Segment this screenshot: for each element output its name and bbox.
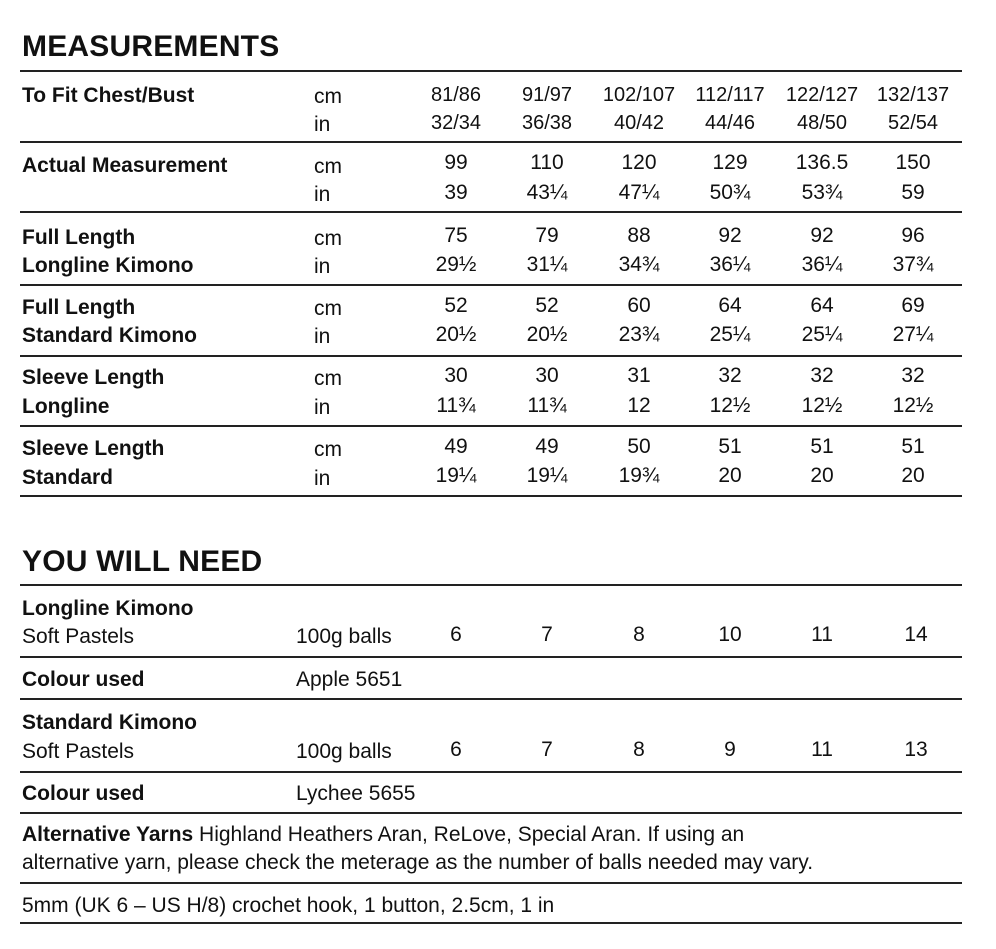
value-cell: 23¾	[618, 323, 660, 346]
balls-cell: 11	[811, 738, 833, 761]
value-cell: 50¾	[709, 181, 751, 204]
value-cell: 44/46	[704, 112, 756, 134]
value-cell: 136.5	[795, 151, 849, 174]
value-cell: 29½	[435, 253, 477, 276]
value-cell: 102/107	[602, 84, 676, 106]
row-label: To Fit Chest/Bust	[22, 84, 195, 107]
divider	[20, 698, 962, 700]
value-cell: 132/137	[876, 84, 950, 106]
divider	[20, 922, 962, 924]
value-cell: 122/127	[785, 84, 859, 106]
divider	[20, 656, 962, 658]
value-cell: 32	[901, 364, 925, 387]
value-cell: 12½	[801, 394, 843, 417]
value-cell: 88	[627, 224, 651, 247]
value-cell: 59	[901, 181, 925, 204]
standard-colour-label: Colour used	[22, 782, 145, 805]
unit-cm: cm	[314, 155, 342, 178]
divider	[20, 284, 962, 286]
value-cell: 75	[444, 224, 468, 247]
value-cell: 52	[535, 294, 559, 317]
needs-title: YOU WILL NEED	[22, 545, 263, 578]
divider	[20, 495, 962, 497]
value-cell: 20½	[526, 323, 568, 346]
value-cell: 31¼	[526, 253, 568, 276]
value-cell: 32	[810, 364, 834, 387]
divider	[20, 584, 962, 586]
value-cell: 51	[718, 435, 742, 458]
value-cell: 11¾	[436, 394, 476, 417]
row-label: Full Length	[22, 296, 136, 319]
unit-cm: cm	[314, 297, 342, 320]
divider	[20, 882, 962, 884]
row-sublabel: Standard	[22, 466, 114, 489]
balls-cell: 7	[541, 623, 553, 646]
row-sublabel: Longline	[22, 395, 110, 418]
unit-in: in	[314, 183, 331, 206]
value-cell: 19¾	[618, 464, 660, 487]
value-cell: 51	[810, 435, 834, 458]
value-cell: 20	[901, 464, 925, 487]
divider	[20, 771, 962, 773]
balls-cell: 9	[724, 738, 736, 761]
value-cell: 12½	[709, 394, 751, 417]
longline-colour-label: Colour used	[22, 668, 145, 691]
value-cell: 50	[627, 435, 651, 458]
value-cell: 120	[621, 151, 657, 174]
value-cell: 11¾	[527, 394, 567, 417]
row-label: Sleeve Length	[22, 366, 165, 389]
value-cell: 27¼	[892, 323, 934, 346]
value-cell: 19¼	[526, 464, 568, 487]
longline-unit: 100g balls	[296, 625, 392, 648]
value-cell: 36¼	[801, 253, 843, 276]
row-sublabel: Longline Kimono	[22, 254, 194, 277]
value-cell: 12½	[892, 394, 934, 417]
divider	[20, 355, 962, 357]
value-cell: 43¼	[526, 181, 568, 204]
value-cell: 64	[718, 294, 742, 317]
value-cell: 36/38	[521, 112, 573, 134]
balls-cell: 6	[450, 623, 462, 646]
value-cell: 79	[535, 224, 559, 247]
alt-yarns-line2: alternative yarn, please check the meterage as the number of balls needed may vary.	[22, 851, 814, 874]
longline-heading: Longline Kimono	[22, 597, 194, 620]
value-cell: 19¼	[435, 464, 477, 487]
standard-colour-value: Lychee 5655	[296, 782, 416, 805]
value-cell: 25¼	[709, 323, 751, 346]
measurements-title: MEASUREMENTS	[22, 30, 280, 63]
value-cell: 99	[444, 151, 468, 174]
value-cell: 60	[627, 294, 651, 317]
alt-yarns-line1	[22, 823, 744, 847]
balls-cell: 8	[633, 623, 645, 646]
value-cell: 96	[901, 224, 925, 247]
value-cell: 37¾	[892, 253, 934, 276]
standard-yarn: Soft Pastels	[22, 740, 135, 763]
longline-colour-value: Apple 5651	[296, 668, 403, 691]
value-cell: 150	[895, 151, 931, 174]
value-cell: 81/86	[430, 84, 482, 106]
balls-cell: 7	[541, 738, 553, 761]
balls-cell: 8	[633, 738, 645, 761]
value-cell: 12	[627, 394, 651, 417]
balls-cell: 13	[904, 738, 928, 761]
value-cell: 129	[712, 151, 748, 174]
value-cell: 51	[901, 435, 925, 458]
value-cell: 20	[810, 464, 834, 487]
row-label: Full Length	[22, 226, 136, 249]
unit-cm: cm	[314, 438, 342, 461]
value-cell: 53¾	[801, 181, 843, 204]
value-cell: 36¼	[709, 253, 751, 276]
value-cell: 30	[444, 364, 468, 387]
hook-text: 5mm (UK 6 – US H/8) crochet hook, 1 button, 2.5cm, 1 in	[22, 894, 555, 917]
divider	[20, 141, 962, 143]
balls-cell: 10	[718, 623, 742, 646]
value-cell: 34¾	[618, 253, 660, 276]
value-cell: 32/34	[430, 112, 482, 134]
value-cell: 64	[810, 294, 834, 317]
value-cell: 52	[444, 294, 468, 317]
unit-in: in	[314, 255, 331, 278]
unit-cm: cm	[314, 367, 342, 390]
balls-cell: 11	[811, 623, 833, 646]
value-cell: 39	[444, 181, 468, 204]
value-cell: 20½	[435, 323, 477, 346]
value-cell: 92	[810, 224, 834, 247]
divider	[20, 70, 962, 72]
value-cell: 49	[444, 435, 468, 458]
unit-in: in	[314, 396, 331, 419]
value-cell: 40/42	[613, 112, 665, 134]
value-cell: 69	[901, 294, 925, 317]
unit-in: in	[314, 467, 331, 490]
balls-cell: 14	[904, 623, 928, 646]
value-cell: 32	[718, 364, 742, 387]
value-cell: 25¼	[801, 323, 843, 346]
value-cell: 47¼	[618, 181, 660, 204]
value-cell: 30	[535, 364, 559, 387]
divider	[20, 425, 962, 427]
value-cell: 20	[718, 464, 742, 487]
value-cell: 112/117	[695, 84, 765, 106]
value-cell: 91/97	[521, 84, 573, 106]
row-sublabel: Standard Kimono	[22, 324, 198, 347]
value-cell: 49	[535, 435, 559, 458]
alt-yarns-text: Highland Heathers Aran, ReLove, Special Aran. If using an	[199, 823, 745, 846]
alt-yarns-label: Alternative Yarns	[22, 823, 194, 846]
unit-cm: cm	[314, 227, 342, 250]
value-cell: 31	[627, 364, 651, 387]
value-cell: 52/54	[887, 112, 939, 134]
unit-in: in	[314, 325, 331, 348]
value-cell: 110	[530, 151, 564, 174]
value-cell: 48/50	[796, 112, 848, 134]
divider	[20, 812, 962, 814]
unit-cm: cm	[314, 85, 342, 108]
row-label: Actual Measurement	[22, 154, 228, 177]
row-label: Sleeve Length	[22, 437, 165, 460]
standard-heading: Standard Kimono	[22, 711, 198, 734]
standard-unit: 100g balls	[296, 740, 392, 763]
longline-yarn: Soft Pastels	[22, 625, 135, 648]
divider	[20, 211, 962, 213]
balls-cell: 6	[450, 738, 462, 761]
unit-in: in	[314, 113, 331, 136]
value-cell: 92	[718, 224, 742, 247]
